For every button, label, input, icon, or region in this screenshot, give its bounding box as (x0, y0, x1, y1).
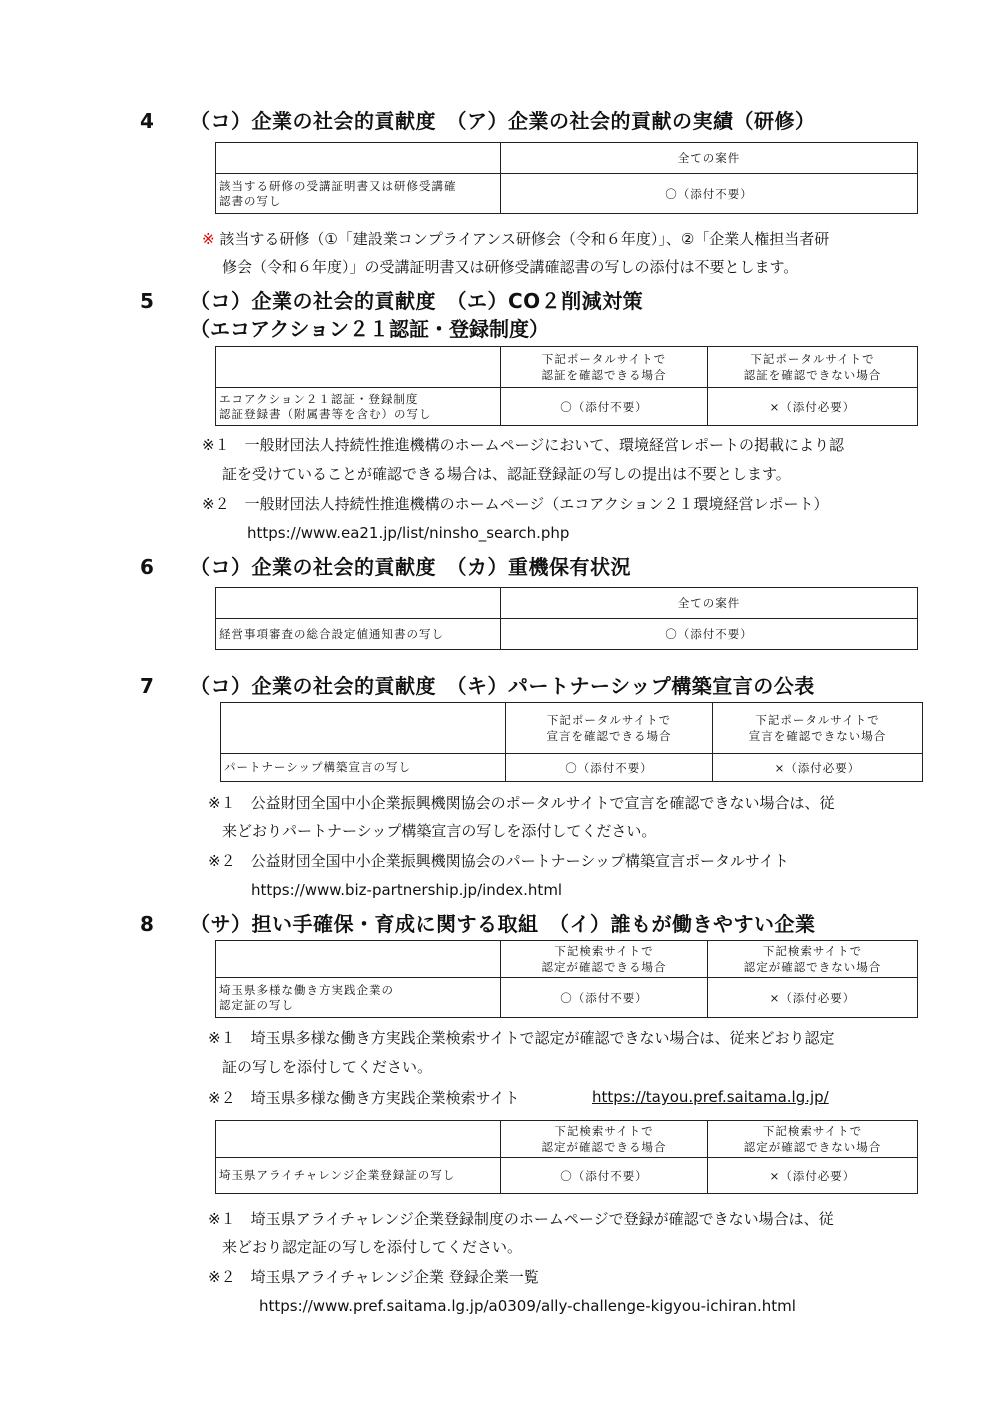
table-header-cell (708, 941, 918, 978)
table-corner-cell (221, 703, 506, 754)
table-value-cell: 〇（添付不要） (501, 174, 918, 214)
row-label-line: エコアクション２１認証・登録制度 (219, 391, 419, 406)
table-header-cell (713, 703, 923, 754)
header-line: 認証を確認できない場合 (743, 368, 882, 382)
section-8-t1-note-1b: 証の写しを添付してください。 (222, 1058, 433, 1076)
section-8-t2-url-link[interactable]: https://www.pref.saitama.lg.jp/a0309/ally-challenge-kigyou-ichiran.html (259, 1297, 796, 1315)
table-header-cell (501, 941, 708, 978)
header-line: 下記検索サイトで (554, 944, 654, 958)
header-line: 下記ポータルサイトで (755, 713, 880, 727)
header-line: 認定が確認できない場合 (743, 960, 882, 974)
section-7-note-1a: ※１ 公益財団全国中小企業振興機関協会のポータルサイトで宣言を確認できない場合は、従 (208, 794, 835, 812)
section-title: （コ）企業の社会的貢献度 （キ）パートナーシップ構築宣言の公表 (190, 674, 815, 698)
section-7-note-1b: 来どおりパートナーシップ構築宣言の写しを添付してください。 (222, 822, 657, 840)
section-number: 7 (140, 674, 155, 698)
table-value-cell: 〇（添付不要） (501, 388, 708, 426)
header-line: 下記ポータルサイトで (541, 352, 667, 366)
section-7-url-link[interactable]: https://www.biz-partnership.jp/index.html (251, 881, 563, 899)
section-8-t1-note-2: ※２ 埼玉県多様な働き方実践企業検索サイト (208, 1089, 520, 1107)
table-header-cell (501, 347, 708, 388)
header-line: 認定が確認できない場合 (743, 1140, 882, 1154)
section-5-heading (140, 285, 643, 314)
row-label-line: 認証登録書（附属書等を含む）の写し (219, 406, 432, 421)
section-7-table (220, 702, 923, 782)
section-8-table-1 (215, 940, 918, 1018)
section-title: （サ）担い手確保・育成に関する取組 （イ）誰もが働きやすい企業 (190, 912, 816, 936)
section-number: 5 (140, 289, 155, 313)
header-line: 認定が確認できる場合 (541, 960, 667, 974)
note-mark: ※ (202, 230, 215, 248)
table-value-cell: 〇（添付不要） (501, 619, 918, 650)
table-row-label (216, 388, 501, 426)
section-5-note-1a: ※１ 一般財団法人持続性推進機構のホームページにおいて、環境経営レポートの掲載により認 (202, 436, 844, 454)
section-4-table (215, 142, 918, 214)
table-value-cell: ×（添付必要） (708, 388, 918, 426)
row-label-line: 埼玉県多様な働き方実践企業の (219, 982, 394, 997)
section-4-note-line-1 (202, 228, 829, 250)
table-header-cell: 全ての案件 (501, 143, 918, 174)
section-6-table (215, 587, 918, 650)
section-4-note-line-2: 修会（令和６年度）」の受講証明書又は研修受講確認書の写しの添付は不要とします。 (222, 258, 799, 276)
table-value-cell: ×（添付必要） (713, 754, 923, 782)
note-text: 該当する研修（①「建設業コンプライアンス研修会（令和６年度）」、②「企業人権担当者研 (219, 230, 830, 248)
section-title: （コ）企業の社会的貢献度 （カ）重機保有状況 (190, 555, 631, 579)
header-line: 下記検索サイトで (762, 944, 863, 958)
section-7-note-2: ※２ 公益財団全国中小企業振興機関協会のパートナーシップ構築宣言ポータルサイト (208, 852, 789, 870)
section-5-subheading: （エコアクション２１認証・登録制度） (190, 317, 549, 341)
header-line: 認定が確認できる場合 (541, 1140, 667, 1154)
section-7-heading (140, 670, 815, 699)
table-row-label (216, 174, 501, 214)
header-line: 認証を確認できる場合 (541, 368, 667, 382)
row-label-line: 認書の写し (219, 193, 282, 208)
section-number: 6 (140, 555, 155, 579)
table-header-cell (708, 347, 918, 388)
section-number: 8 (140, 912, 155, 936)
section-5-note-1b: 証を受けていることが確認できる場合は、認証登録証の写しの提出は不要とします。 (222, 465, 791, 483)
row-label-line: 認定証の写し (219, 997, 294, 1012)
table-corner-cell (216, 143, 501, 174)
table-row-label: パートナーシップ構築宣言の写し (221, 754, 506, 782)
section-number: 4 (140, 109, 155, 133)
table-value-cell: ×（添付必要） (708, 1158, 918, 1194)
section-title: （コ）企業の社会的貢献度 （ア）企業の社会的貢献の実績（研修） (190, 109, 816, 133)
table-header-cell (708, 1121, 918, 1158)
table-header-cell (506, 703, 713, 754)
table-header-cell (501, 1121, 708, 1158)
table-row-label: 埼玉県アライチャレンジ企業登録証の写し (216, 1158, 501, 1194)
section-8-t2-note-1a: ※１ 埼玉県アライチャレンジ企業登録制度のホームページで登録が確認できない場合は、従 (208, 1210, 834, 1228)
section-5-url-link[interactable]: https://www.ea21.jp/list/ninsho_search.php (247, 524, 570, 542)
section-8-heading (140, 908, 816, 937)
section-8-t1-url-link[interactable]: https://tayou.pref.saitama.lg.jp/ (592, 1088, 829, 1106)
row-label-line: 該当する研修の受講証明書又は研修受講確 (219, 178, 457, 193)
section-title: （コ）企業の社会的貢献度 （エ）CO２削減対策 (190, 289, 644, 313)
table-corner-cell (216, 1121, 501, 1158)
header-line: 下記ポータルサイトで (546, 713, 672, 727)
section-6-heading (140, 551, 631, 580)
section-8-table-2 (215, 1120, 918, 1194)
header-line: 下記検索サイトで (554, 1124, 654, 1138)
section-5-note-2: ※２ 一般財団法人持続性推進機構のホームページ（エコアクション２１環境経営レポート） (202, 495, 829, 513)
table-corner-cell (216, 588, 501, 619)
section-4-heading (140, 105, 816, 134)
section-8-t2-note-2: ※２ 埼玉県アライチャレンジ企業 登録企業一覧 (208, 1268, 539, 1286)
header-line: 下記ポータルサイトで (750, 352, 875, 366)
table-value-cell: 〇（添付不要） (501, 1158, 708, 1194)
table-header-cell: 全ての案件 (501, 588, 918, 619)
table-corner-cell (216, 941, 501, 978)
section-5-table (215, 346, 918, 426)
table-corner-cell (216, 347, 501, 388)
section-8-t1-note-1a: ※１ 埼玉県多様な働き方実践企業検索サイトで認定が確認できない場合は、従来どおり認定 (208, 1029, 835, 1047)
table-value-cell: 〇（添付不要） (501, 978, 708, 1018)
table-row-label (216, 978, 501, 1018)
table-value-cell: ×（添付必要） (708, 978, 918, 1018)
header-line: 下記検索サイトで (762, 1124, 863, 1138)
header-line: 宣言を確認できる場合 (546, 729, 672, 743)
table-row-label: 経営事項審査の総合設定値通知書の写し (216, 619, 501, 650)
section-8-t2-note-1b: 来どおり認定証の写しを添付してください。 (222, 1238, 523, 1256)
header-line: 宣言を確認できない場合 (748, 729, 887, 743)
table-value-cell: 〇（添付不要） (506, 754, 713, 782)
